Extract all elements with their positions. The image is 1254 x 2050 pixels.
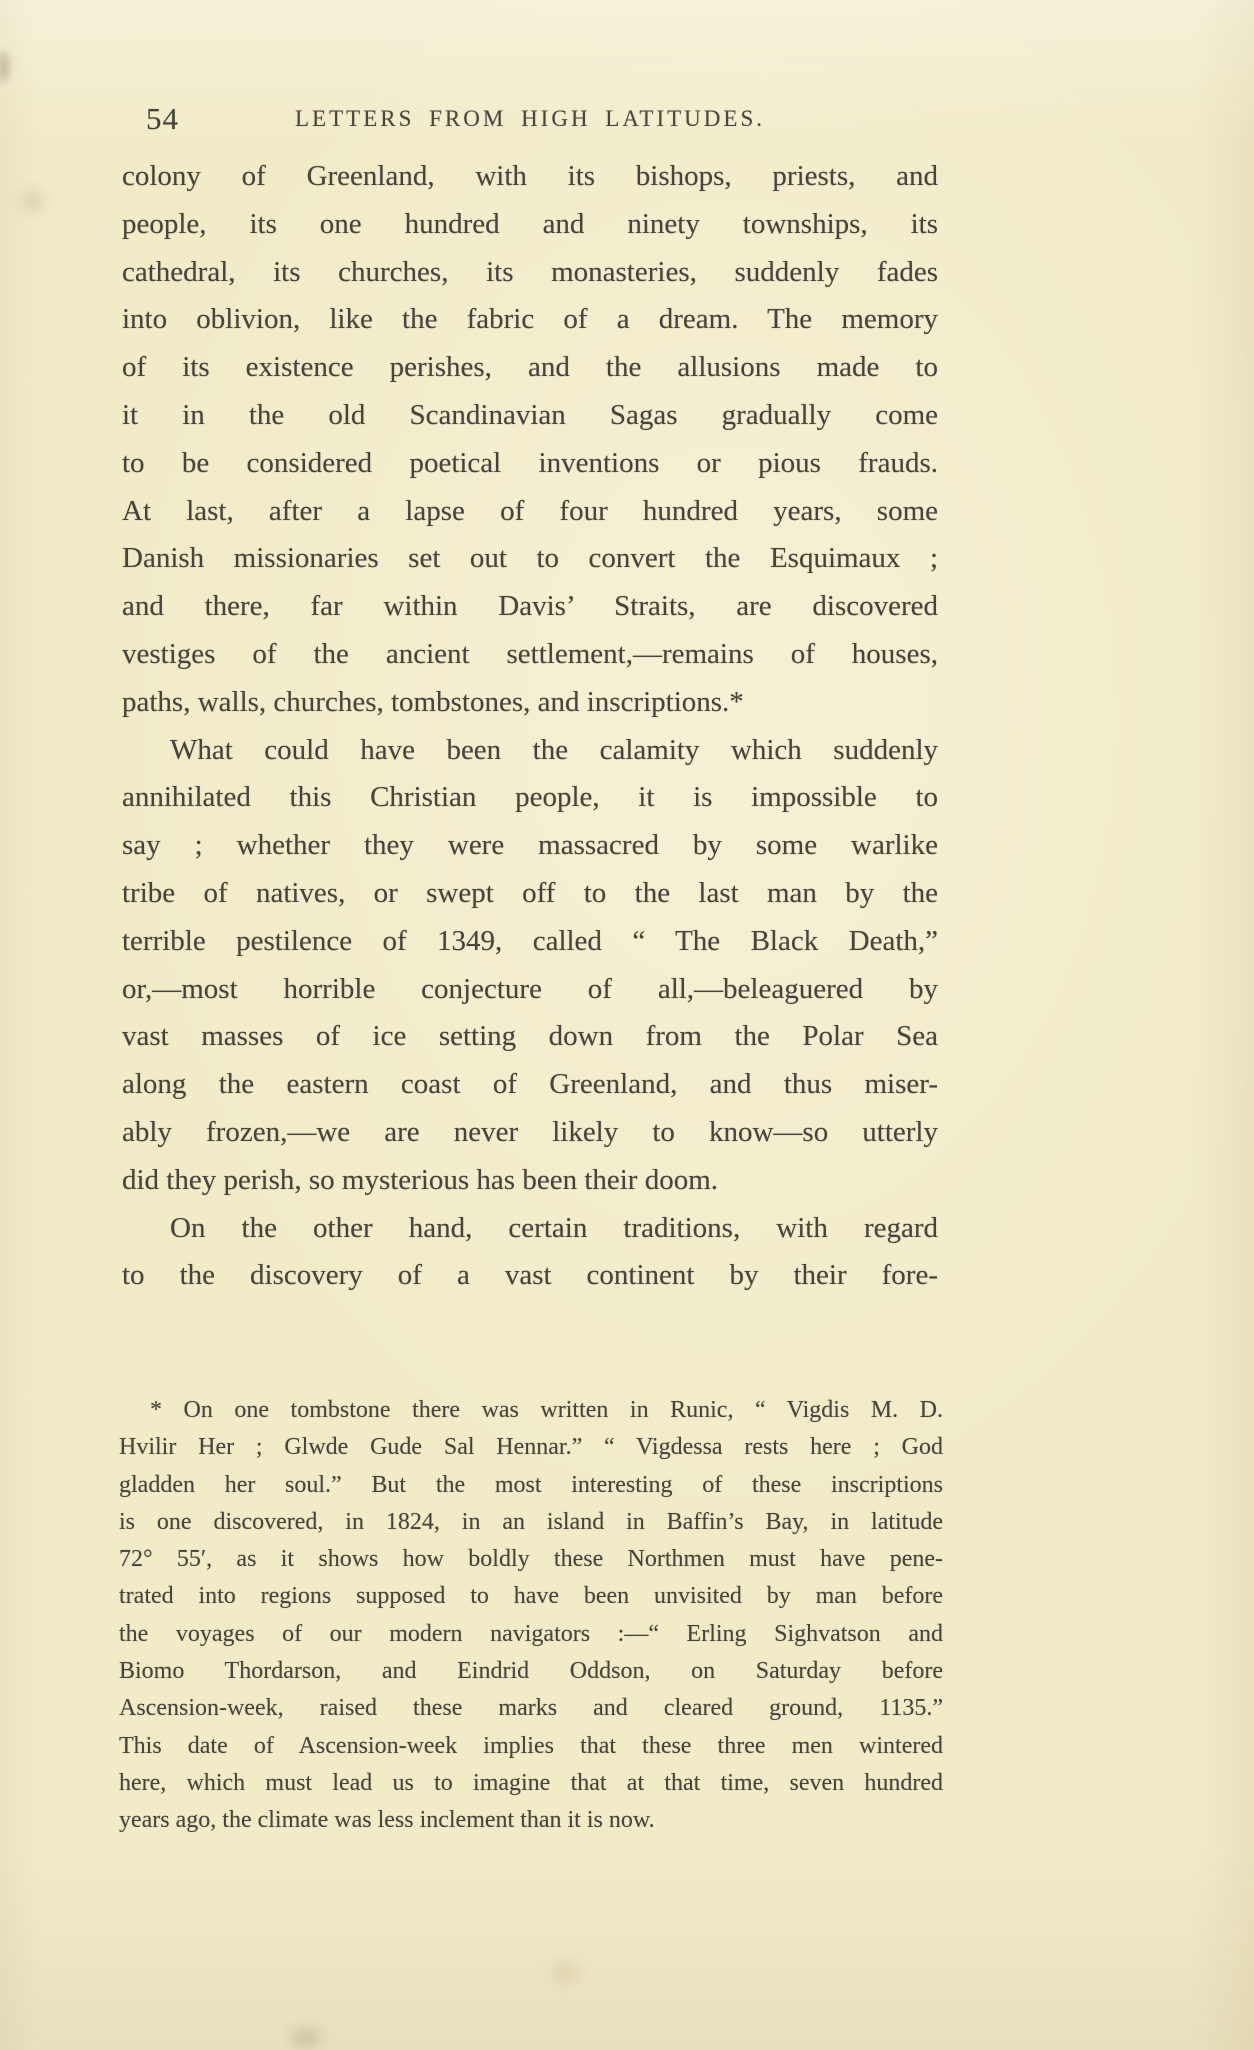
text-line: of its existence perishes, and the allusions made to xyxy=(122,351,938,384)
text-line: At last, after a lapse of four hundred years, some xyxy=(122,494,938,527)
text-line: or,—most horrible conjecture of all,—beleaguered by xyxy=(122,972,938,1005)
text-line: This date of Ascension-week implies that these three men wintered xyxy=(119,1732,943,1759)
text-line: years ago, the climate was less inclement than it is now. xyxy=(119,1807,655,1834)
text-line: is one discovered, in 1824, in an island in Baffin’s Bay, in latitude xyxy=(119,1508,943,1535)
text-line: vast masses of ice setting down from the Polar Sea xyxy=(122,1020,938,1053)
text-line: Ascension-week, raised these marks and cleared ground, 1135.” xyxy=(119,1695,943,1722)
text-line: 72° 55′, as it shows how boldly these Northmen must have pene- xyxy=(119,1546,943,1573)
text-line: ably frozen,—we are never likely to know—so utterly xyxy=(122,1115,938,1148)
text-line: say ; whether they were massacred by some warlike xyxy=(122,829,938,862)
text-line: Danish missionaries set out to convert the Esquimaux ; xyxy=(122,542,938,575)
text-line: did they perish, so mysterious has been their doom. xyxy=(122,1163,719,1196)
text-line: it in the old Scandinavian Sagas gradually come xyxy=(122,398,938,431)
text-line: trated into regions supposed to have been unvisited by man before xyxy=(119,1583,943,1610)
scan-smudge xyxy=(291,2028,321,2048)
text-line: gladden her soul.” But the most interesting of these inscriptions xyxy=(119,1471,943,1498)
text-line: the voyages of our modern navigators :—“ Erling Sighvatson and xyxy=(119,1620,943,1647)
text-line: Biomo Thordarson, and Eindrid Oddson, on Saturday before xyxy=(119,1658,943,1685)
body-text xyxy=(122,153,938,1300)
text-line: paths, walls, churches, tombstones, and inscriptions.* xyxy=(122,685,744,718)
text-line: On the other hand, certain traditions, with regard xyxy=(170,1211,938,1244)
text-line: What could have been the calamity which suddenly xyxy=(170,733,938,766)
text-line: to the discovery of a vast continent by their fore- xyxy=(122,1259,938,1292)
scan-smudge xyxy=(552,1965,578,1981)
scan-smudge xyxy=(0,52,10,82)
text-line: vestiges of the ancient settlement,—remains of houses, xyxy=(122,637,938,670)
text-line: along the eastern coast of Greenland, and thus miser- xyxy=(122,1068,938,1101)
text-line: Hvilir Her ; Glwde Gude Sal Hennar.” “ Vigdessa rests here ; God xyxy=(119,1434,943,1461)
text-line: annihilated this Christian people, it is impossible to xyxy=(122,781,938,814)
text-line: and there, far within Davis’ Straits, are discovered xyxy=(122,590,938,623)
page-number: 54 xyxy=(146,101,179,136)
text-line: tribe of natives, or swept off to the last man by the xyxy=(122,876,938,909)
text-line: to be considered poetical inventions or pious frauds. xyxy=(122,446,938,479)
running-header: LETTERS FROM HIGH LATITUDES. xyxy=(295,106,765,131)
text-line: * On one tombstone there was written in Runic, “ Vigdis M. D. xyxy=(150,1397,943,1423)
text-line: people, its one hundred and ninety townships, its xyxy=(122,207,938,240)
text-line: cathedral, its churches, its monasteries, suddenly fades xyxy=(122,255,938,288)
scan-smudge xyxy=(22,190,44,212)
text-line: here, which must lead us to imagine that at that time, seven hundred xyxy=(119,1769,943,1796)
text-line: terrible pestilence of 1349, called “ The Black Death,” xyxy=(122,924,938,957)
text-line: into oblivion, like the fabric of a dream. The memory xyxy=(122,303,938,336)
footnote-text xyxy=(119,1392,943,1840)
text-line: colony of Greenland, with its bishops, priests, and xyxy=(122,160,938,192)
